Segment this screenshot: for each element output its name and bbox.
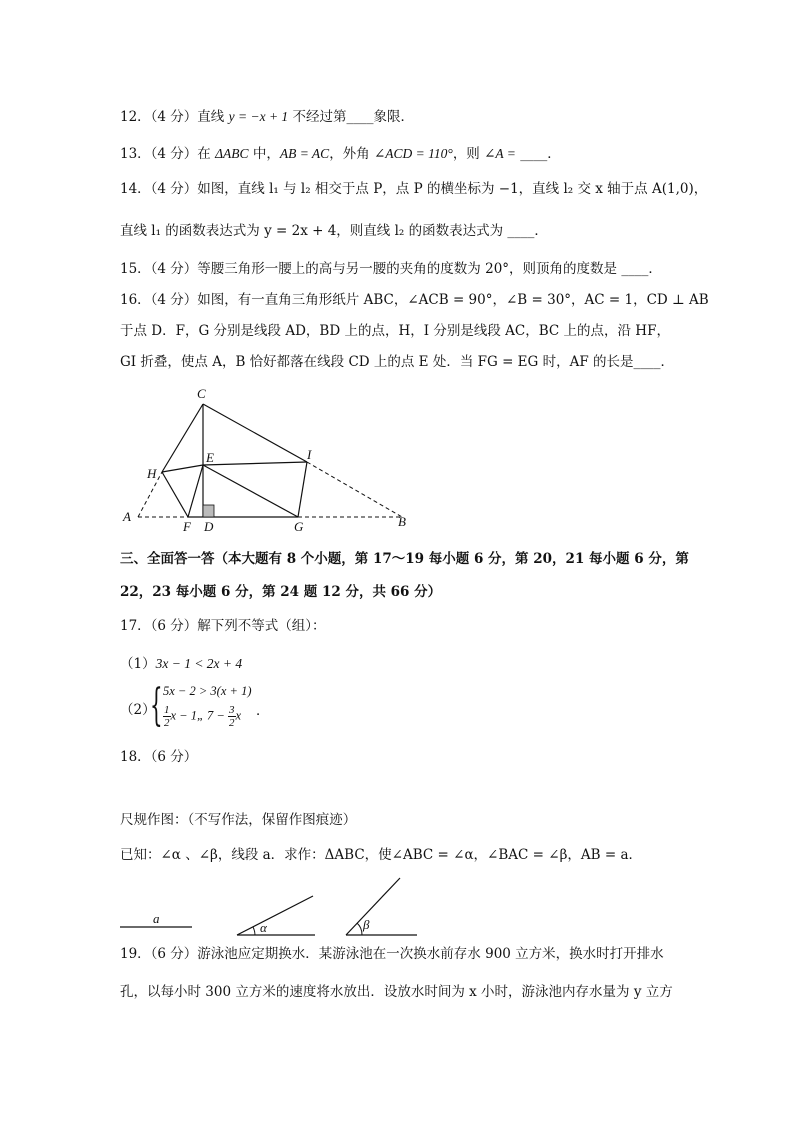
- label-h: H: [147, 466, 157, 481]
- label-i: I: [307, 447, 312, 462]
- question-18-given: 已知：∠α 、∠β，线段 a．求作：ΔABC，使∠ABC = ∠α，∠BAC = ∠β，AB = a．: [120, 847, 642, 863]
- section-3-header-line2: 22，23 每小题 6 分，第 24 题 12 分，共 66 分）: [120, 584, 442, 600]
- segment-hf: [162, 472, 188, 517]
- label-c: C: [197, 386, 206, 401]
- label-d: D: [204, 519, 214, 534]
- question-17-part2-line2: $\frac{1}{2}$ x − 1„ 7 − $\frac{3}{2}$ x: [164, 704, 242, 729]
- question-12: 12．（4 分）直线 y = −x + 1 不经过第____象限．: [120, 109, 414, 125]
- question-19-line1: 19．（6 分）游泳池应定期换水．某游泳池在一次换水前存水 900 立方米，换水时打开排水: [120, 946, 664, 962]
- segment-ei: [203, 462, 307, 465]
- question-13: 13．（4 分）在 ΔABC 中，AB = AC，外角 ∠ACD = 110°，则 ∠A = ____．: [120, 146, 561, 162]
- label-f: F: [183, 519, 191, 534]
- alpha-ray: [237, 896, 313, 935]
- label-a: A: [123, 509, 131, 524]
- label-beta: β: [363, 917, 370, 932]
- figure-16-triangle: [110, 380, 430, 540]
- question-17-title: 17．（6 分）解下列不等式（组）：: [120, 618, 326, 634]
- question-16-line3: GI 折叠，使点 A，B 恰好都落在线段 CD 上的点 E 处．当 FG = EG 时，AF 的长是____．: [120, 354, 675, 370]
- label-e: E: [206, 450, 214, 465]
- fraction-three-halves: $\frac{3}{2}$: [229, 704, 235, 729]
- beta-ray: [346, 878, 400, 935]
- question-18-instruction: 尺规作图：（不写作法，保留作图痕迹）: [120, 812, 357, 828]
- brace-icon: {: [150, 680, 163, 731]
- question-17-part2-label: （2）: [120, 702, 156, 718]
- figure-18-constructions: [110, 870, 440, 940]
- beta-arc: [357, 923, 362, 935]
- question-19-line2: 孔，以每小时 300 立方米的速度将水放出．设放水时间为 x 小时，游泳池内存水量为 y 立方: [120, 984, 673, 1000]
- right-angle-marker: [203, 505, 214, 517]
- segment-eg: [203, 465, 298, 517]
- segment-hc: [162, 404, 203, 472]
- section-3-header-line1: 三、全面答一答（本大题有 8 个小题，第 17～19 每小题 6 分，第 20，21 每小题 6 分，第: [120, 551, 689, 567]
- question-16-line1: 16．（4 分）如图，有一直角三角形纸片 ABC，∠ACB = 90°，∠B = 30°，AC = 1，CD ⊥ AB: [120, 292, 709, 308]
- question-16-line2: 于点 D．F，G 分别是线段 AD，BD 上的点，H，I 分别是线段 AC，BC 上的点，沿 HF，: [120, 323, 670, 339]
- segment-fe: [188, 465, 203, 517]
- segment-gi: [298, 462, 307, 517]
- fraction-half: $\frac{1}{2}$: [164, 704, 170, 729]
- label-b: B: [398, 514, 406, 529]
- question-14-line2: 直线 l₁ 的函数表达式为 y = 2x + 4，则直线 l₂ 的函数表达式为 ____．: [120, 223, 548, 239]
- question-18-title: 18．（6 分）: [120, 749, 198, 765]
- question-17-part1: （1）3x − 1 < 2x + 4: [120, 656, 243, 672]
- label-alpha: α: [260, 920, 267, 935]
- segment-ci: [203, 404, 307, 462]
- question-15: 15．（4 分）等腰三角形一腰上的高与另一腰的夹角的度数为 20°，则顶角的度数是 ____．: [120, 261, 662, 277]
- segment-he: [162, 465, 203, 472]
- dashed-ib: [307, 462, 402, 517]
- question-14-line1: 14．（4 分）如图，直线 l₁ 与 l₂ 相交于点 P，点 P 的横坐标为 −1，直线 l₂ 交 x 轴于点 A(1,0)，: [120, 181, 708, 197]
- question-17-part2-end: ．: [256, 703, 270, 719]
- label-segment-a: a: [153, 911, 160, 926]
- alpha-arc: [253, 927, 255, 935]
- label-g: G: [294, 519, 304, 534]
- question-17-part2-line1: 5x − 2 > 3(x + 1): [163, 684, 252, 698]
